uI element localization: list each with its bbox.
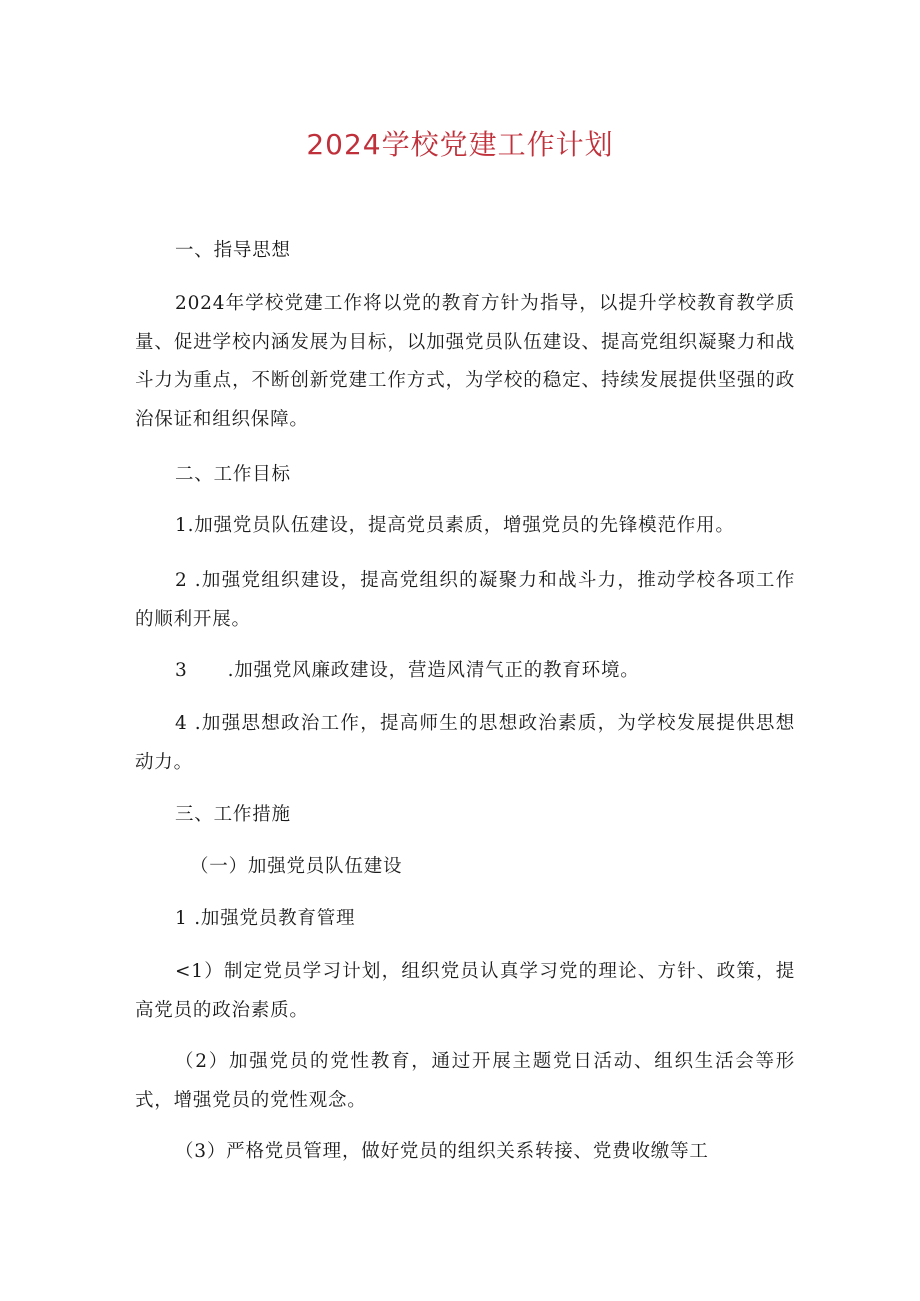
goal-item-2: 2 .加强党组织建设，提高党组织的凝聚力和战斗力，推动学校各项工作的顺利开展。: [135, 570, 795, 630]
measure-item-1: 1 .加强党员教育管理: [175, 908, 356, 929]
section-heading-guiding-ideology: 一、指导思想: [175, 240, 291, 261]
goal-item-1: 1.加强党员队伍建设，提高党员素质，增强党员的先锋模范作用。: [175, 515, 735, 536]
measure-item-1-point-2: （2）加强党员的党性教育，通过开展主题党日活动、组织生活会等形式，增强党员的党性观念。: [135, 1051, 795, 1111]
goal-item-3-number: 3: [175, 660, 188, 681]
goal-item-3: [175, 652, 795, 691]
section-heading-work-goals: 二、工作目标: [175, 464, 291, 485]
measure-item-1-point-3: （3）严格党员管理，做好党员的组织关系转接、党费收缴等工: [175, 1141, 709, 1162]
goal-item-4: 4 .加强思想政治工作，提高师生的思想政治素质，为学校发展提供思想动力。: [135, 713, 795, 773]
guiding-ideology-paragraph: 2024年学校党建工作将以党的教育方针为指导，以提升学校教育教学质量、促进学校内涵发展为目标，以加强党员队伍建设、提高党组织凝聚力和战斗力为重点，不断创新党建工作方式，为学校的稳定、持续发展提供坚强的政治保证和组织保障。: [135, 293, 795, 430]
document-title: 2024学校党建工作计划: [306, 128, 614, 161]
section-heading-work-measures: 三、工作措施: [175, 804, 291, 825]
measure-item-1-point-1: <1）制定党员学习计划，组织党员认真学习党的理论、方针、政策，提高党员的政治素质。: [135, 961, 795, 1021]
subsection-heading-party-member-team: （一）加强党员队伍建设: [190, 856, 403, 877]
goal-item-3-text: .加强党风廉政建设，营造风清气正的教育环境。: [227, 660, 640, 681]
